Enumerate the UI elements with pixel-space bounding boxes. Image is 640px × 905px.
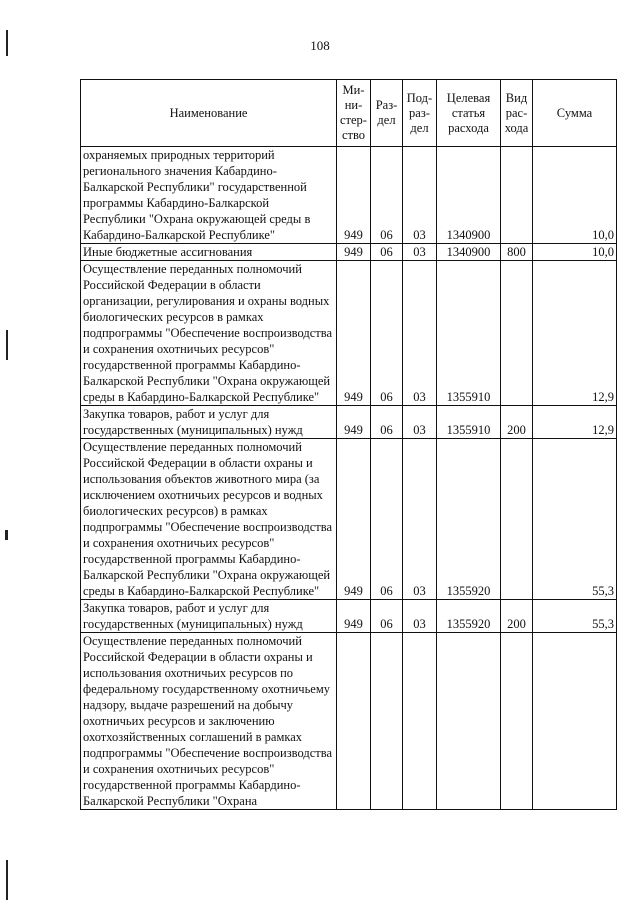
row-ministry: 949 <box>337 244 371 261</box>
table-row <box>81 633 617 810</box>
row-name: Закупка товаров, работ и услуг для государственных (муниципальных) нужд <box>81 600 337 633</box>
table-row <box>81 147 617 244</box>
scan-margin-mark <box>5 530 8 540</box>
row-expense-type <box>501 633 533 810</box>
row-sum: 10,0 <box>533 244 617 261</box>
row-subsection <box>403 633 437 810</box>
table-row <box>81 406 617 439</box>
row-sum: 55,3 <box>533 600 617 633</box>
row-expense-type: 200 <box>501 600 533 633</box>
row-ministry <box>337 633 371 810</box>
row-subsection: 03 <box>403 261 437 406</box>
row-name: Осуществление переданных полномочий Российской Федерации в области организации, регулирования и охраны водных биологических ресурсов в рамках подпрограммы "Обеспечение воспроизводства и сохранения охотничьих ресурсов" государственной программы Кабардино-Балкарской Республики "Охрана окружающей среды в Кабардино-Балкарской Республике" <box>81 261 337 406</box>
table-row <box>81 244 617 261</box>
table-header-row <box>81 80 617 147</box>
row-name: Осуществление переданных полномочий Российской Федерации в области охраны и использования охотничьих ресурсов по федеральному государственному охотничьему надзору, выдаче разрешений на добычу охотничьих ресурсов и заключению охотхозяйственных соглашений в рамках подпрограммы "Обеспечение воспроизводства и сохранения охотничьих ресурсов" государственной программы Кабардино-Балкарской Республики "Охрана <box>81 633 337 810</box>
row-expense-type <box>501 147 533 244</box>
row-name: Закупка товаров, работ и услуг для государственных (муниципальных) нужд <box>81 406 337 439</box>
row-expense-type <box>501 439 533 600</box>
row-subsection: 03 <box>403 439 437 600</box>
row-target-article <box>437 633 501 810</box>
header-section: Раз- дел <box>371 80 403 147</box>
row-section: 06 <box>371 406 403 439</box>
row-expense-type: 800 <box>501 244 533 261</box>
table-row <box>81 600 617 633</box>
row-sum: 12,9 <box>533 406 617 439</box>
row-target-article: 1340900 <box>437 147 501 244</box>
row-ministry: 949 <box>337 261 371 406</box>
page-number: 108 <box>310 38 330 53</box>
header-subsection: Под- раз- дел <box>403 80 437 147</box>
row-section: 06 <box>371 261 403 406</box>
row-name: Иные бюджетные ассигнования <box>81 244 337 261</box>
row-sum: 12,9 <box>533 261 617 406</box>
table-row <box>81 439 617 600</box>
row-subsection: 03 <box>403 600 437 633</box>
row-target-article: 1355920 <box>437 600 501 633</box>
row-sum: 55,3 <box>533 439 617 600</box>
row-ministry: 949 <box>337 600 371 633</box>
row-expense-type: 200 <box>501 406 533 439</box>
header-expense-type: Вид рас- хода <box>501 80 533 147</box>
header-target-article: Целевая статья расхода <box>437 80 501 147</box>
row-target-article: 1355910 <box>437 406 501 439</box>
row-subsection: 03 <box>403 406 437 439</box>
row-sum: 10,0 <box>533 147 617 244</box>
row-subsection: 03 <box>403 244 437 261</box>
row-subsection: 03 <box>403 147 437 244</box>
row-expense-type <box>501 261 533 406</box>
header-ministry: Ми- ни- стер- ство <box>337 80 371 147</box>
row-sum <box>533 633 617 810</box>
row-ministry: 949 <box>337 406 371 439</box>
row-section <box>371 633 403 810</box>
row-name: Осуществление переданных полномочий Российской Федерации в области охраны и использования объектов животного мира (за исключением охотничьих ресурсов и водных биологических ресурсов) в рамках подпрограммы "Обеспечение воспроизводства и сохранения охотничьих ресурсов" государственной программы Кабардино-Балкарской Республики "Охрана окружающей среды в Кабардино-Балкарской Республике" <box>81 439 337 600</box>
row-section: 06 <box>371 439 403 600</box>
row-target-article: 1355910 <box>437 261 501 406</box>
row-ministry: 949 <box>337 439 371 600</box>
header-sum: Сумма <box>533 80 617 147</box>
scan-margin-mark <box>6 330 8 360</box>
row-ministry: 949 <box>337 147 371 244</box>
row-section: 06 <box>371 600 403 633</box>
table-row <box>81 261 617 406</box>
budget-table <box>80 79 617 810</box>
row-name: охраняемых природных территорий регионального значения Кабардино-Балкарской Республики" государственной программы Кабардино-Балкарской Республики "Охрана окружающей среды в Кабардино-Балкарской Республике" <box>81 147 337 244</box>
scan-margin-mark <box>6 860 8 900</box>
row-section: 06 <box>371 244 403 261</box>
row-target-article: 1340900 <box>437 244 501 261</box>
row-section: 06 <box>371 147 403 244</box>
header-name: Наименование <box>81 80 337 147</box>
row-target-article: 1355920 <box>437 439 501 600</box>
